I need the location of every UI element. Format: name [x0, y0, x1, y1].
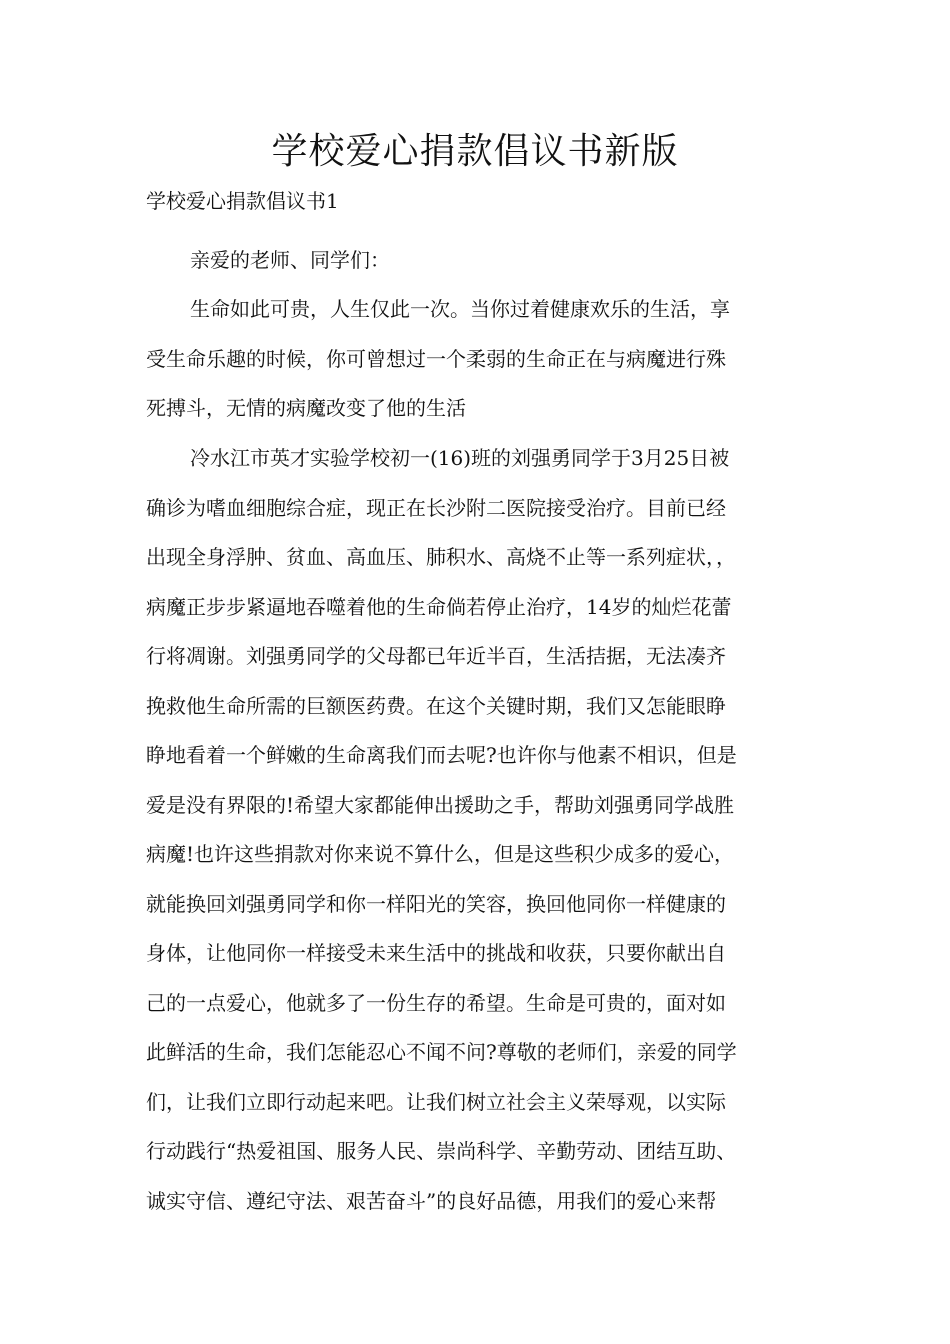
paragraph-line: 出现全身浮肿、贫血、高血压、肺积水、高烧不止等一系列症状，，	[146, 545, 736, 569]
paragraph-line: 诚实守信、遵纪守法、艰苦奋斗”的良好品德，用我们的爱心来帮	[146, 1188, 717, 1213]
paragraph-line: 受生命乐趣的时候，你可曾想过一个柔弱的生命正在与病魔进行殊	[146, 346, 726, 371]
paragraph-line: 确诊为嗜血细胞综合症，现正在长沙附二医院接受治疗。目前已经	[146, 495, 726, 520]
paragraph-line: 行将凋谢。刘强勇同学的父母都已年近半百，生活拮据，无法凑齐	[146, 644, 726, 668]
paragraph-line: 死搏斗，无情的病魔改变了他的生活	[146, 396, 466, 420]
document-subtitle: 学校爱心捐款倡议书1	[146, 189, 339, 213]
paragraph-line: 行动践行“热爱祖国、服务人民、崇尚科学、辛勤劳动、团结互助、	[146, 1139, 737, 1163]
greeting	[146, 236, 826, 286]
paragraph-line: 病魔正步步紧逼地吞噬着他的生命倘若停止治疗，14岁的灿烂花蕾	[146, 594, 732, 619]
paragraph-line: 就能换回刘强勇同学和你一样阳光的笑容，换回他同你一样健康的	[146, 891, 726, 916]
paragraph-line: 冷水江市英才实验学校初一(16)班的刘强勇同学于3月25日被	[190, 446, 730, 470]
paragraph-line: 此鲜活的生命，我们怎能忍心不闻不问?尊敬的老师们，亲爱的同学	[146, 1040, 737, 1064]
paragraph-line: 病魔!也许这些捐款对你来说不算什么，但是这些积少成多的爱心，	[146, 842, 735, 866]
paragraph-2	[146, 434, 826, 1226]
paragraph-line: 身体，让他同你一样接受未来生活中的挑战和收获，只要你献出自	[146, 941, 726, 965]
paragraph-line: 挽救他生命所需的巨额医药费。在这个关键时期，我们又怎能眼睁	[146, 693, 726, 718]
paragraph-line: 睁地看着一个鲜嫩的生命离我们而去呢?也许你与他素不相识，但是	[146, 743, 737, 767]
paragraph-line: 生命如此可贵，人生仅此一次。当你过着健康欢乐的生活，享	[190, 297, 730, 321]
paragraph-line: 们，让我们立即行动起来吧。让我们树立社会主义荣辱观，以实际	[146, 1089, 726, 1114]
paragraph-line: 己的一点爱心，他就多了一份生存的希望。生命是可贵的，面对如	[146, 990, 726, 1015]
greeting-text: 亲爱的老师、同学们：	[190, 248, 390, 272]
paragraph-line: 爱是没有界限的!希望大家都能伸出援助之手，帮助刘强勇同学战胜	[146, 792, 735, 817]
document-title: 学校爱心捐款倡议书新版	[271, 131, 679, 172]
paragraph-1	[146, 285, 826, 434]
